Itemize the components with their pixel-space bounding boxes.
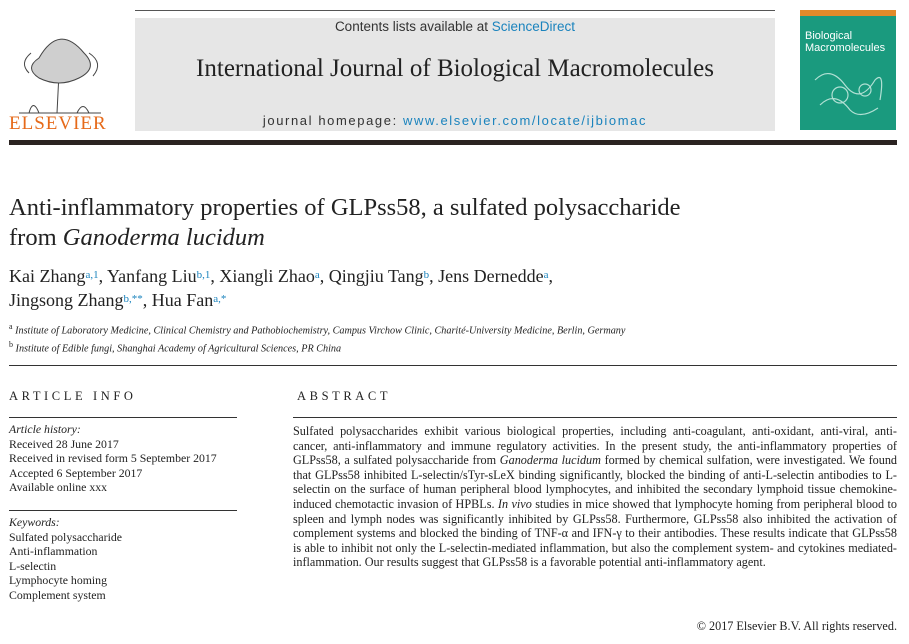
abstract-rule xyxy=(293,417,897,418)
cover-illustration xyxy=(800,10,896,130)
author[interactable]: Kai Zhang$^{a,1}$ xyxy=(9,266,99,286)
journal-cover-image xyxy=(800,10,896,130)
author[interactable]: Jens Dernedde$^a$ xyxy=(438,266,549,286)
history-item: Received in revised form 5 September 2017 xyxy=(9,451,217,466)
history-label: Article history: xyxy=(9,422,81,436)
journal-title: International Journal of Biological Macromolecules xyxy=(196,55,714,82)
keyword: Anti-inflammation xyxy=(9,544,98,559)
abstract-text: Sulfated polysaccharides exhibit various biological properties, including anti-coagulant, anti-oxidant, anti-viral, anti-cancer, anti-inflammatory and immune regulatory activities. In the present study, the anti-inflammatory properties of GLPss58, a sulfated polysaccharide from Ganoderma lucidum formed by chemical sulfation, were investigated. We found that GLPss58 inhibited L-selectin/sTyr-sLeX binding significantly, blocked the binding of anti-L-selectin antibodies to L-selectin on the surface of human peripheral blood lymphocytes, and inhibited the secondary lymphoid tissue chemokine-induced chemotactic invasion of HPBLs. In vivo studies in mice showed that lymphocyte homing from peripheral blood to spleen and lymph nodes was significantly inhibited by GLPss58. Furthermore, GLPss58 also inhibited the activation of complement systems and blocked the binding of TNF-α and IFN-γ to their antibodies. These results indicate that GLPss58 is able to inhibit not only the L-selectin-mediated inflammation, but also the complement system- and cytokines mediated-inflammation. Our results suggest that GLPss58 is a favorable potential anti-inflammatory agent. xyxy=(293,424,898,570)
affiliation-a: $^a$ Institute of Laboratory Medicine, Clinical Chemistry and Pathobiochemistry, Campus Virchow Clinic, Charité-University Medicine, Berlin, Germany xyxy=(9,322,626,337)
article-info-rule xyxy=(9,417,237,418)
author[interactable]: Yanfang Liu$^{b,1}$ xyxy=(106,266,211,286)
keywords-rule xyxy=(9,510,237,511)
author-list: Kai Zhang$^{a,1}$, Yanfang Liu$^{b,1}$, Xiangli Zhao$^a$, Qingjiu Tang$^b$, Jens Dernedde$^a$, Jingsong Zhang$^{b,**}$, Hua Fan$^{a,*}$ xyxy=(9,266,554,310)
elsevier-wordmark: ELSEVIER xyxy=(9,113,107,134)
affiliations xyxy=(9,320,889,357)
article-history xyxy=(9,422,239,495)
sciencedirect-link[interactable]: ScienceDirect xyxy=(491,19,576,34)
homepage-prefix: journal homepage: xyxy=(262,113,403,128)
title-line-2: from xyxy=(9,224,63,251)
contents-line xyxy=(135,19,775,34)
author[interactable]: Xiangli Zhao$^a$ xyxy=(219,266,320,286)
keywords xyxy=(9,515,239,603)
copyright: © 2017 Elsevier B.V. All rights reserved. xyxy=(696,619,897,633)
keyword: L-selectin xyxy=(9,558,57,573)
keywords-label: Keywords: xyxy=(9,515,60,529)
homepage-line xyxy=(135,113,775,128)
author[interactable]: Jingsong Zhang$^{b,**}$ xyxy=(9,290,143,310)
cover-title: Biological Macromolecules xyxy=(805,30,886,54)
header-bar xyxy=(9,140,897,145)
author[interactable]: Qingjiu Tang$^b$ xyxy=(328,266,430,286)
history-item: Accepted 6 September 2017 xyxy=(9,465,143,480)
title-line-1: Anti-inflammatory properties of GLPss58, a sulfated polysaccharide xyxy=(9,194,681,221)
history-item: Available online xxx xyxy=(9,480,108,495)
header-top-rule xyxy=(135,10,775,11)
section-divider xyxy=(9,365,897,366)
contents-prefix: Contents lists available at xyxy=(334,19,492,34)
title-species: Ganoderma lucidum xyxy=(62,224,265,251)
affiliation-b: $^b$ Institute of Edible fungi, Shanghai Academy of Agricultural Sciences, PR China xyxy=(9,340,342,355)
article-title xyxy=(9,193,829,253)
keyword: Lymphocyte homing xyxy=(9,573,107,588)
abstract-heading: ABSTRACT xyxy=(297,389,392,403)
article-info-heading: ARTICLE INFO xyxy=(9,389,137,403)
keyword: Complement system xyxy=(9,587,106,602)
author[interactable]: Hua Fan$^{a,*}$ xyxy=(151,290,227,310)
journal-homepage-link[interactable]: www.elsevier.com/locate/ijbiomac xyxy=(403,113,648,128)
history-item: Received 28 June 2017 xyxy=(9,436,119,451)
keyword: Sulfated polysaccharide xyxy=(9,529,123,544)
